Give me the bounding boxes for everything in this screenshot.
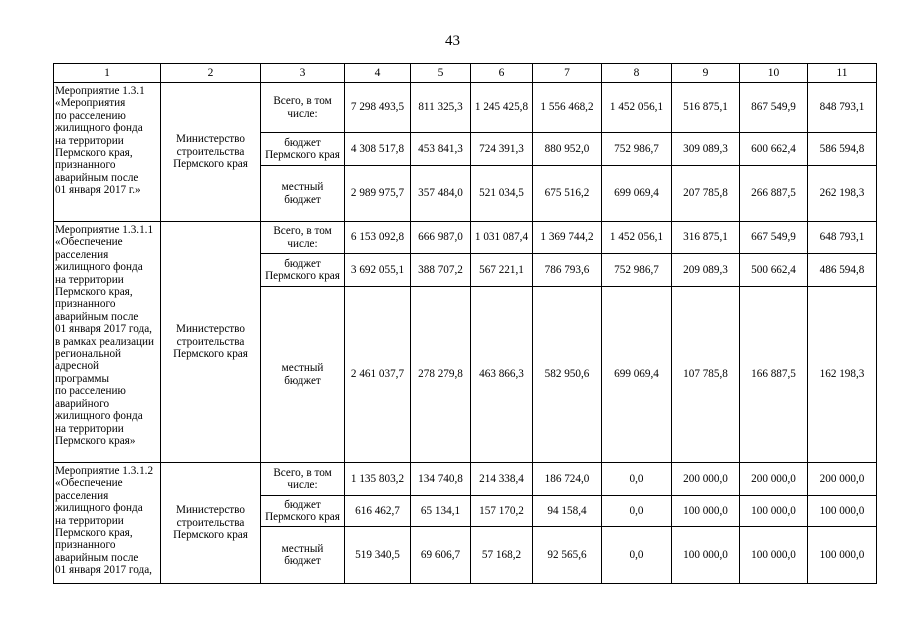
value-cell: 134 740,8 bbox=[411, 463, 471, 496]
column-header: 4 bbox=[345, 64, 411, 83]
budget-table bbox=[53, 63, 877, 584]
ministry-cell: Министерство строительства Пермского края bbox=[161, 222, 261, 463]
value-cell: 667 549,9 bbox=[740, 222, 808, 254]
value-cell: 752 986,7 bbox=[602, 133, 672, 166]
value-cell: 500 662,4 bbox=[740, 254, 808, 287]
funding-source-cell: бюджет Пермского края bbox=[261, 496, 345, 527]
value-cell: 463 866,3 bbox=[471, 287, 533, 463]
value-cell: 516 875,1 bbox=[672, 83, 740, 133]
value-cell: 453 841,3 bbox=[411, 133, 471, 166]
value-cell: 309 089,3 bbox=[672, 133, 740, 166]
value-cell: 1 031 087,4 bbox=[471, 222, 533, 254]
table-row bbox=[54, 463, 877, 496]
measure-line: на территории bbox=[55, 273, 124, 286]
value-cell: 786 793,6 bbox=[533, 254, 602, 287]
funding-source-cell: бюджет Пермского края bbox=[261, 133, 345, 166]
value-cell: 7 298 493,5 bbox=[345, 83, 411, 133]
measure-line: в рамках реализации bbox=[55, 335, 155, 348]
value-cell: 3 692 055,1 bbox=[345, 254, 411, 287]
value-cell: 648 793,1 bbox=[808, 222, 877, 254]
funding-source-cell: бюджет Пермского края bbox=[261, 254, 345, 287]
value-cell: 186 724,0 bbox=[533, 463, 602, 496]
value-cell: 166 887,5 bbox=[740, 287, 808, 463]
value-cell: 100 000,0 bbox=[808, 527, 877, 584]
value-cell: 200 000,0 bbox=[808, 463, 877, 496]
measure-line: 01 января 2017 года, bbox=[55, 564, 152, 577]
measure-line: жилищного фонда bbox=[55, 502, 143, 515]
value-cell: 521 034,5 bbox=[471, 166, 533, 222]
value-cell: 100 000,0 bbox=[740, 527, 808, 584]
header-row bbox=[54, 64, 877, 83]
funding-source-cell: местный бюджет bbox=[261, 287, 345, 463]
ministry-cell: Министерство строительства Пермского края bbox=[161, 83, 261, 222]
measure-line: «Обеспечение bbox=[55, 236, 123, 249]
value-cell: 4 308 517,8 bbox=[345, 133, 411, 166]
column-header: 6 bbox=[471, 64, 533, 83]
measure-line: адресной bbox=[55, 360, 100, 373]
value-cell: 100 000,0 bbox=[672, 496, 740, 527]
value-cell: 666 987,0 bbox=[411, 222, 471, 254]
value-cell: 867 549,9 bbox=[740, 83, 808, 133]
measure-line: «Обеспечение bbox=[55, 477, 123, 490]
value-cell: 699 069,4 bbox=[602, 287, 672, 463]
funding-source-cell: Всего, в том числе: bbox=[261, 222, 345, 254]
value-cell: 6 153 092,8 bbox=[345, 222, 411, 254]
measure-line: 01 января 2017 г.» bbox=[55, 184, 141, 197]
funding-source-cell: Всего, в том числе: bbox=[261, 83, 345, 133]
value-cell: 266 887,5 bbox=[740, 166, 808, 222]
funding-source-cell: местный бюджет bbox=[261, 166, 345, 222]
measure-line: аварийного bbox=[55, 397, 110, 410]
value-cell: 582 950,6 bbox=[533, 287, 602, 463]
measure-line: расселения bbox=[55, 489, 109, 502]
measure-line: по расселению bbox=[55, 109, 126, 122]
measure-line: на территории bbox=[55, 422, 124, 435]
measure-line: программы bbox=[55, 372, 109, 385]
value-cell: 811 325,3 bbox=[411, 83, 471, 133]
value-cell: 1 452 056,1 bbox=[602, 83, 672, 133]
measure-line: жилищного фонда bbox=[55, 122, 143, 135]
value-cell: 600 662,4 bbox=[740, 133, 808, 166]
value-cell: 1 135 803,2 bbox=[345, 463, 411, 496]
column-header: 7 bbox=[533, 64, 602, 83]
measure-cell bbox=[54, 83, 161, 222]
value-cell: 2 461 037,7 bbox=[345, 287, 411, 463]
table-row bbox=[54, 83, 877, 133]
funding-source-cell: местный бюджет bbox=[261, 527, 345, 584]
value-cell: 675 516,2 bbox=[533, 166, 602, 222]
column-header: 10 bbox=[740, 64, 808, 83]
value-cell: 519 340,5 bbox=[345, 527, 411, 584]
column-header: 1 bbox=[54, 64, 161, 83]
column-header: 2 bbox=[161, 64, 261, 83]
measure-line: аварийным после bbox=[55, 171, 139, 184]
value-cell: 1 245 425,8 bbox=[471, 83, 533, 133]
value-cell: 0,0 bbox=[602, 463, 672, 496]
value-cell: 486 594,8 bbox=[808, 254, 877, 287]
measure-line: признанного bbox=[55, 159, 116, 172]
page-number: 43 bbox=[445, 33, 460, 49]
value-cell: 157 170,2 bbox=[471, 496, 533, 527]
measure-line: жилищного фонда bbox=[55, 410, 143, 423]
value-cell: 262 198,3 bbox=[808, 166, 877, 222]
value-cell: 214 338,4 bbox=[471, 463, 533, 496]
value-cell: 1 452 056,1 bbox=[602, 222, 672, 254]
funding-source-cell: Всего, в том числе: bbox=[261, 463, 345, 496]
column-header: 8 bbox=[602, 64, 672, 83]
value-cell: 200 000,0 bbox=[672, 463, 740, 496]
measure-line: на территории bbox=[55, 514, 124, 527]
value-cell: 1 556 468,2 bbox=[533, 83, 602, 133]
value-cell: 107 785,8 bbox=[672, 287, 740, 463]
measure-line: 01 января 2017 года, bbox=[55, 323, 152, 336]
table-row bbox=[54, 222, 877, 254]
value-cell: 200 000,0 bbox=[740, 463, 808, 496]
ministry-cell: Министерство строительства Пермского края bbox=[161, 463, 261, 584]
measure-line: Пермского края, bbox=[55, 286, 133, 299]
value-cell: 388 707,2 bbox=[411, 254, 471, 287]
value-cell: 209 089,3 bbox=[672, 254, 740, 287]
value-cell: 0,0 bbox=[602, 496, 672, 527]
measure-line: на территории bbox=[55, 134, 124, 147]
measure-line: жилищного фонда bbox=[55, 261, 143, 274]
value-cell: 2 989 975,7 bbox=[345, 166, 411, 222]
measure-line: признанного bbox=[55, 298, 116, 311]
measure-line: аварийным после bbox=[55, 310, 139, 323]
measure-line: Пермского края, bbox=[55, 147, 133, 160]
measure-line: Пермского края, bbox=[55, 527, 133, 540]
measure-line: региональной bbox=[55, 348, 122, 361]
value-cell: 278 279,8 bbox=[411, 287, 471, 463]
value-cell: 100 000,0 bbox=[740, 496, 808, 527]
value-cell: 57 168,2 bbox=[471, 527, 533, 584]
value-cell: 357 484,0 bbox=[411, 166, 471, 222]
value-cell: 100 000,0 bbox=[808, 496, 877, 527]
value-cell: 1 369 744,2 bbox=[533, 222, 602, 254]
value-cell: 0,0 bbox=[602, 527, 672, 584]
value-cell: 162 198,3 bbox=[808, 287, 877, 463]
value-cell: 94 158,4 bbox=[533, 496, 602, 527]
measure-line: Мероприятие 1.3.1.1 bbox=[55, 224, 154, 236]
measure-cell bbox=[54, 222, 161, 463]
value-cell: 316 875,1 bbox=[672, 222, 740, 254]
measure-line: расселения bbox=[55, 248, 109, 261]
value-cell: 92 565,6 bbox=[533, 527, 602, 584]
column-header: 3 bbox=[261, 64, 345, 83]
measure-line: аварийным после bbox=[55, 551, 139, 564]
value-cell: 616 462,7 bbox=[345, 496, 411, 527]
value-cell: 65 134,1 bbox=[411, 496, 471, 527]
measure-cell bbox=[54, 463, 161, 584]
measure-line: по расселению bbox=[55, 385, 126, 398]
value-cell: 586 594,8 bbox=[808, 133, 877, 166]
value-cell: 724 391,3 bbox=[471, 133, 533, 166]
value-cell: 880 952,0 bbox=[533, 133, 602, 166]
value-cell: 752 986,7 bbox=[602, 254, 672, 287]
measure-line: Пермского края» bbox=[55, 434, 136, 447]
value-cell: 100 000,0 bbox=[672, 527, 740, 584]
measure-line: Мероприятие 1.3.1 bbox=[55, 85, 145, 97]
column-header: 5 bbox=[411, 64, 471, 83]
measure-line: признанного bbox=[55, 539, 116, 552]
column-header: 9 bbox=[672, 64, 740, 83]
measure-line: Мероприятие 1.3.1.2 bbox=[55, 465, 154, 477]
value-cell: 207 785,8 bbox=[672, 166, 740, 222]
value-cell: 69 606,7 bbox=[411, 527, 471, 584]
value-cell: 567 221,1 bbox=[471, 254, 533, 287]
measure-line: «Мероприятия bbox=[55, 97, 126, 110]
value-cell: 699 069,4 bbox=[602, 166, 672, 222]
value-cell: 848 793,1 bbox=[808, 83, 877, 133]
column-header: 11 bbox=[808, 64, 877, 83]
